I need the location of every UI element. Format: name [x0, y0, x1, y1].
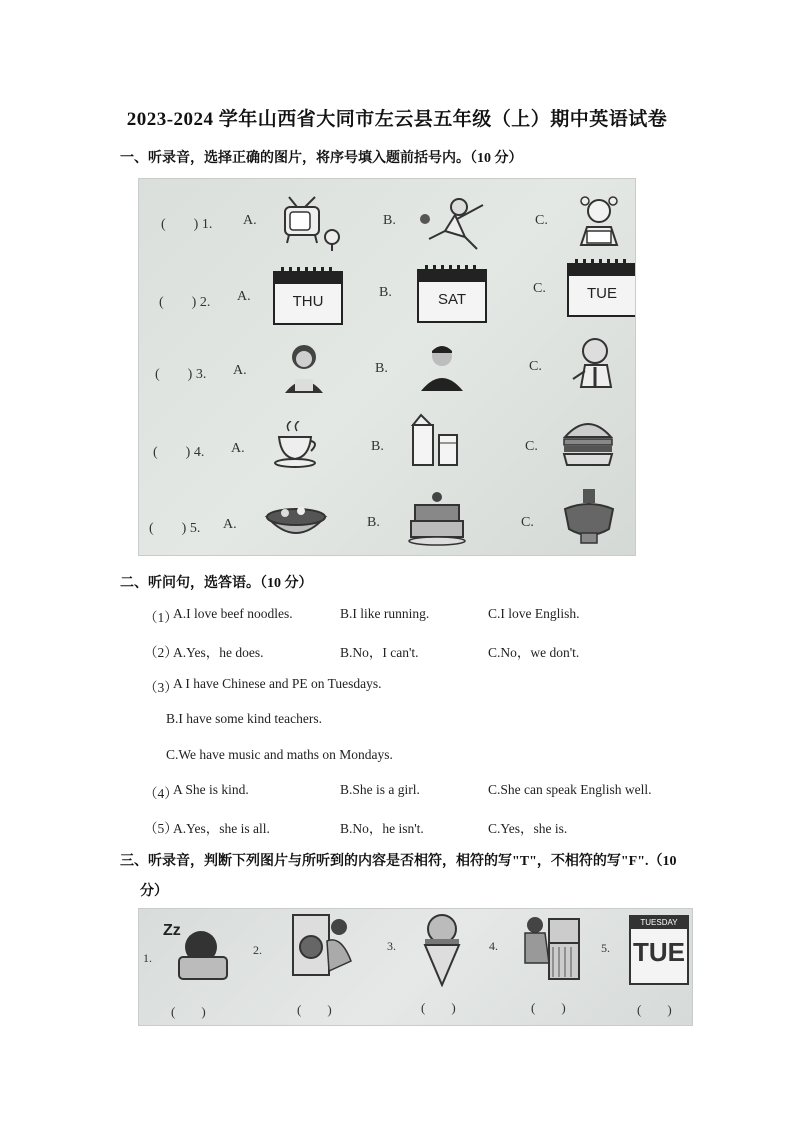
- option-c-label: C.: [521, 515, 534, 530]
- calendar-thursday-icon: [273, 271, 343, 325]
- answer-bracket: ( ): [637, 1002, 672, 1017]
- answer-option: A.Yes，she is all.: [173, 821, 270, 836]
- answer-bracket: ( ) 3.: [155, 367, 207, 382]
- question-row-3: [139, 339, 635, 409]
- calendar-day-label: THU: [292, 293, 324, 310]
- option-a-label: A.: [237, 289, 251, 304]
- option-c-label: C.: [525, 439, 538, 454]
- answer-option: A She is kind.: [173, 782, 249, 797]
- question-number: （3）: [144, 680, 178, 695]
- item-number: 5.: [601, 941, 610, 955]
- item-number: 4.: [489, 939, 498, 953]
- answer-option: B.I like running.: [340, 606, 430, 621]
- answer-option: C.No，we don't.: [488, 645, 580, 660]
- section3-picture-strip: [138, 908, 693, 1026]
- item-number: 2.: [253, 943, 262, 957]
- salad-bowl-icon: [263, 499, 329, 547]
- sleep-zz-text: Zz: [163, 922, 181, 939]
- piano-player-icon: [519, 913, 583, 985]
- calendar-header: TUESDAY: [631, 917, 687, 929]
- answer-option: C.Yes，she is.: [488, 821, 568, 836]
- answer-bracket: ( ): [531, 1000, 566, 1015]
- answer-bracket: ( ) 4.: [153, 445, 205, 460]
- answer-bracket: ( ): [171, 1004, 206, 1019]
- answer-bracket: ( ): [297, 1002, 332, 1017]
- question-row-1: [139, 189, 635, 259]
- answer-bracket: ( ): [421, 1000, 456, 1015]
- calendar-saturday-icon: [417, 269, 487, 323]
- section3-heading: 三、听录音，判断下列图片与所听到的内容是否相符，相符的写"T"，不相符的写"F".（10: [120, 854, 677, 869]
- hamburger-icon: [561, 415, 615, 471]
- question-row-5: [139, 485, 635, 555]
- sleeping-child-icon: [161, 915, 231, 987]
- answer-option: A.I love beef noodles.: [173, 606, 293, 621]
- answer-option: C.We have music and maths on Mondays.: [166, 747, 393, 762]
- question-row-2: [139, 261, 635, 331]
- option-b-label: B.: [383, 213, 396, 228]
- milk-carton-icon: [409, 411, 467, 469]
- question-number: （5）: [144, 821, 178, 836]
- option-c-label: C.: [529, 359, 542, 374]
- section1-heading: 一、听录音，选择正确的图片，将序号填入题前括号内。（10 分）: [120, 151, 523, 166]
- hot-pot-icon: [559, 485, 619, 547]
- option-a-label: A.: [231, 441, 245, 456]
- ice-cream-icon: [417, 913, 467, 987]
- option-b-label: B.: [367, 515, 380, 530]
- answer-option: B.She is a girl.: [340, 782, 420, 797]
- option-b-label: B.: [375, 361, 388, 376]
- option-b-label: B.: [371, 439, 384, 454]
- calendar-day-label: TUE: [587, 285, 617, 302]
- calendar-day-label: SAT: [437, 291, 467, 308]
- item-number: 3.: [387, 939, 396, 953]
- section1-picture-grid: [138, 178, 636, 556]
- tea-cup-icon: [271, 421, 323, 471]
- tv-icon: [277, 195, 345, 253]
- question-number: （1）: [144, 610, 178, 625]
- calendar-day-label: TUE: [633, 937, 685, 967]
- football-player-icon: [415, 195, 491, 253]
- answer-bracket: ( ) 5.: [149, 521, 201, 536]
- option-a-label: A.: [223, 517, 237, 532]
- page-title: 2023-2024 学年山西省大同市左云县五年级（上）期中英语试卷: [126, 109, 668, 130]
- option-c-label: C.: [533, 281, 546, 296]
- calendar-tuesday-icon: [629, 915, 689, 985]
- girl-reading-icon: [569, 193, 629, 253]
- washing-machine-icon: [291, 911, 355, 981]
- answer-option: B.No，he isn't.: [340, 821, 424, 836]
- answer-option: C.I love English.: [488, 606, 580, 621]
- cake-icon: [407, 489, 467, 547]
- calendar-tuesday-icon: [567, 263, 636, 317]
- option-a-label: A.: [243, 213, 257, 228]
- answer-option: A.Yes，he does.: [173, 645, 264, 660]
- option-b-label: B.: [379, 285, 392, 300]
- answer-option: C.She can speak English well.: [488, 782, 652, 797]
- section3-heading-cont: 分）: [140, 884, 168, 899]
- item-number: 1.: [143, 951, 152, 965]
- question-row-4: [139, 411, 635, 481]
- old-man-icon: [567, 335, 619, 393]
- answer-bracket: ( ) 2.: [159, 295, 211, 310]
- question-number: （4）: [144, 786, 178, 801]
- option-c-label: C.: [535, 213, 548, 228]
- question-number: （2）: [144, 645, 178, 660]
- section2-heading: 二、听问句，选答语。（10 分）: [120, 576, 313, 591]
- man-portrait-icon: [417, 341, 467, 393]
- answer-option: A I have Chinese and PE on Tuesdays.: [173, 676, 382, 691]
- answer-option: B.No，I can't.: [340, 645, 419, 660]
- answer-option: B.I have some kind teachers.: [166, 711, 322, 726]
- woman-portrait-icon: [279, 341, 329, 395]
- option-a-label: A.: [233, 363, 247, 378]
- answer-bracket: ( ) 1.: [161, 217, 213, 232]
